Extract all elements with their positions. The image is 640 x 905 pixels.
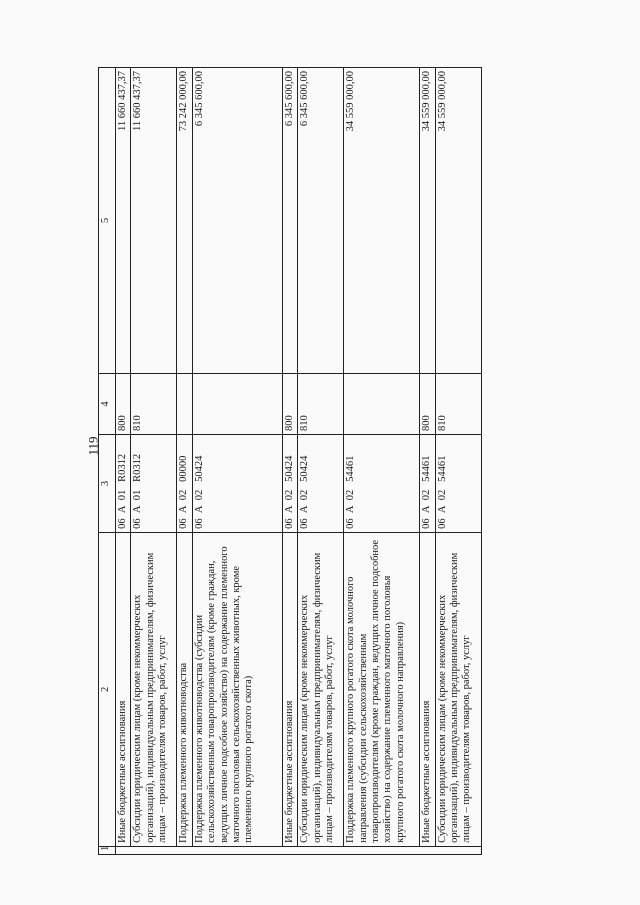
row-text: Иные бюджетные ассигнования [116, 532, 131, 846]
row-text: Субсидии юридическим лицам (кроме некоммерческих организаций), индивидуальным предпринимателям, физическим лицам – производителям товаров, работ, услуг [131, 532, 177, 846]
header-cell: 4 [99, 373, 116, 434]
row-sum: 11 660 437,37 [131, 68, 177, 374]
row-code: 06 А 02 54461 [344, 435, 420, 533]
row-code: 06 А 01 R0312 [116, 435, 131, 533]
row-kvr: 800 [282, 373, 297, 434]
table-row [282, 68, 297, 855]
row-kvr [344, 373, 420, 434]
row-kvr: 810 [435, 373, 481, 434]
row-code: 06 А 02 54461 [435, 435, 481, 533]
row-code: 06 А 02 00000 [177, 435, 192, 533]
row-sum: 73 242 000,00 [177, 68, 192, 374]
row-sum: 34 559 000,00 [344, 68, 420, 374]
row-text: Поддержка племенного животноводства [177, 532, 192, 846]
header-cell: 2 [99, 532, 116, 846]
empty-column [116, 846, 482, 854]
table-row [116, 68, 131, 855]
row-sum: 34 559 000,00 [435, 68, 481, 374]
row-code: 06 А 02 54461 [420, 435, 435, 533]
row-text: Иные бюджетные ассигнования [282, 532, 297, 846]
row-kvr: 810 [298, 373, 344, 434]
table-row [177, 68, 192, 855]
table-row [298, 68, 344, 855]
row-sum: 6 345 600,00 [192, 68, 282, 374]
budget-table [98, 67, 482, 855]
header-cell: 5 [99, 68, 116, 374]
row-code: 06 А 02 50424 [298, 435, 344, 533]
row-kvr [177, 373, 192, 434]
page-number: 119 [85, 436, 101, 456]
header-cell: 1 [99, 846, 116, 854]
row-sum: 6 345 600,00 [298, 68, 344, 374]
table-row [131, 68, 177, 855]
row-text: Поддержка племенного животноводства (субсидии сельскохозяйственным товаропроизводителям (кроме граждан, ведущих личное подсобное хозяйство) на содержание племенного маточного поголовья сельскохозяйственных животных, кроме племенного крупного рогатого скота) [192, 532, 282, 846]
row-kvr: 800 [420, 373, 435, 434]
row-code: 06 А 02 50424 [192, 435, 282, 533]
row-kvr: 810 [131, 373, 177, 434]
row-sum: 34 559 000,00 [420, 68, 435, 374]
budget-table-container [98, 67, 473, 855]
row-sum: 6 345 600,00 [282, 68, 297, 374]
row-text: Поддержка племенного крупного рогатого скота молочного направления (субсидии сельскохозяйственным товаропроизводителям (кроме граждан, ведущих личное подсобное хозяйство) на содержание племенного маточного поголовья крупного рогатого скота молочного направления) [344, 532, 420, 846]
row-code: 06 А 02 50424 [282, 435, 297, 533]
row-text: Субсидии юридическим лицам (кроме некоммерческих организаций), индивидуальным предпринимателям, физическим лицам – производителям товаров, работ, услуг [435, 532, 481, 846]
row-kvr: 800 [116, 373, 131, 434]
row-text: Субсидии юридическим лицам (кроме некоммерческих организаций), индивидуальным предпринимателям, физическим лицам – производителям товаров, работ, услуг [298, 532, 344, 846]
row-code: 06 А 01 R0312 [131, 435, 177, 533]
table-row [344, 68, 420, 855]
row-sum: 11 660 437,37 [116, 68, 131, 374]
table-row [420, 68, 435, 855]
header-row [99, 68, 116, 855]
table-row [192, 68, 282, 855]
row-text: Иные бюджетные ассигнования [420, 532, 435, 846]
header-cell: 3 [99, 435, 116, 533]
table-row [435, 68, 481, 855]
row-kvr [192, 373, 282, 434]
